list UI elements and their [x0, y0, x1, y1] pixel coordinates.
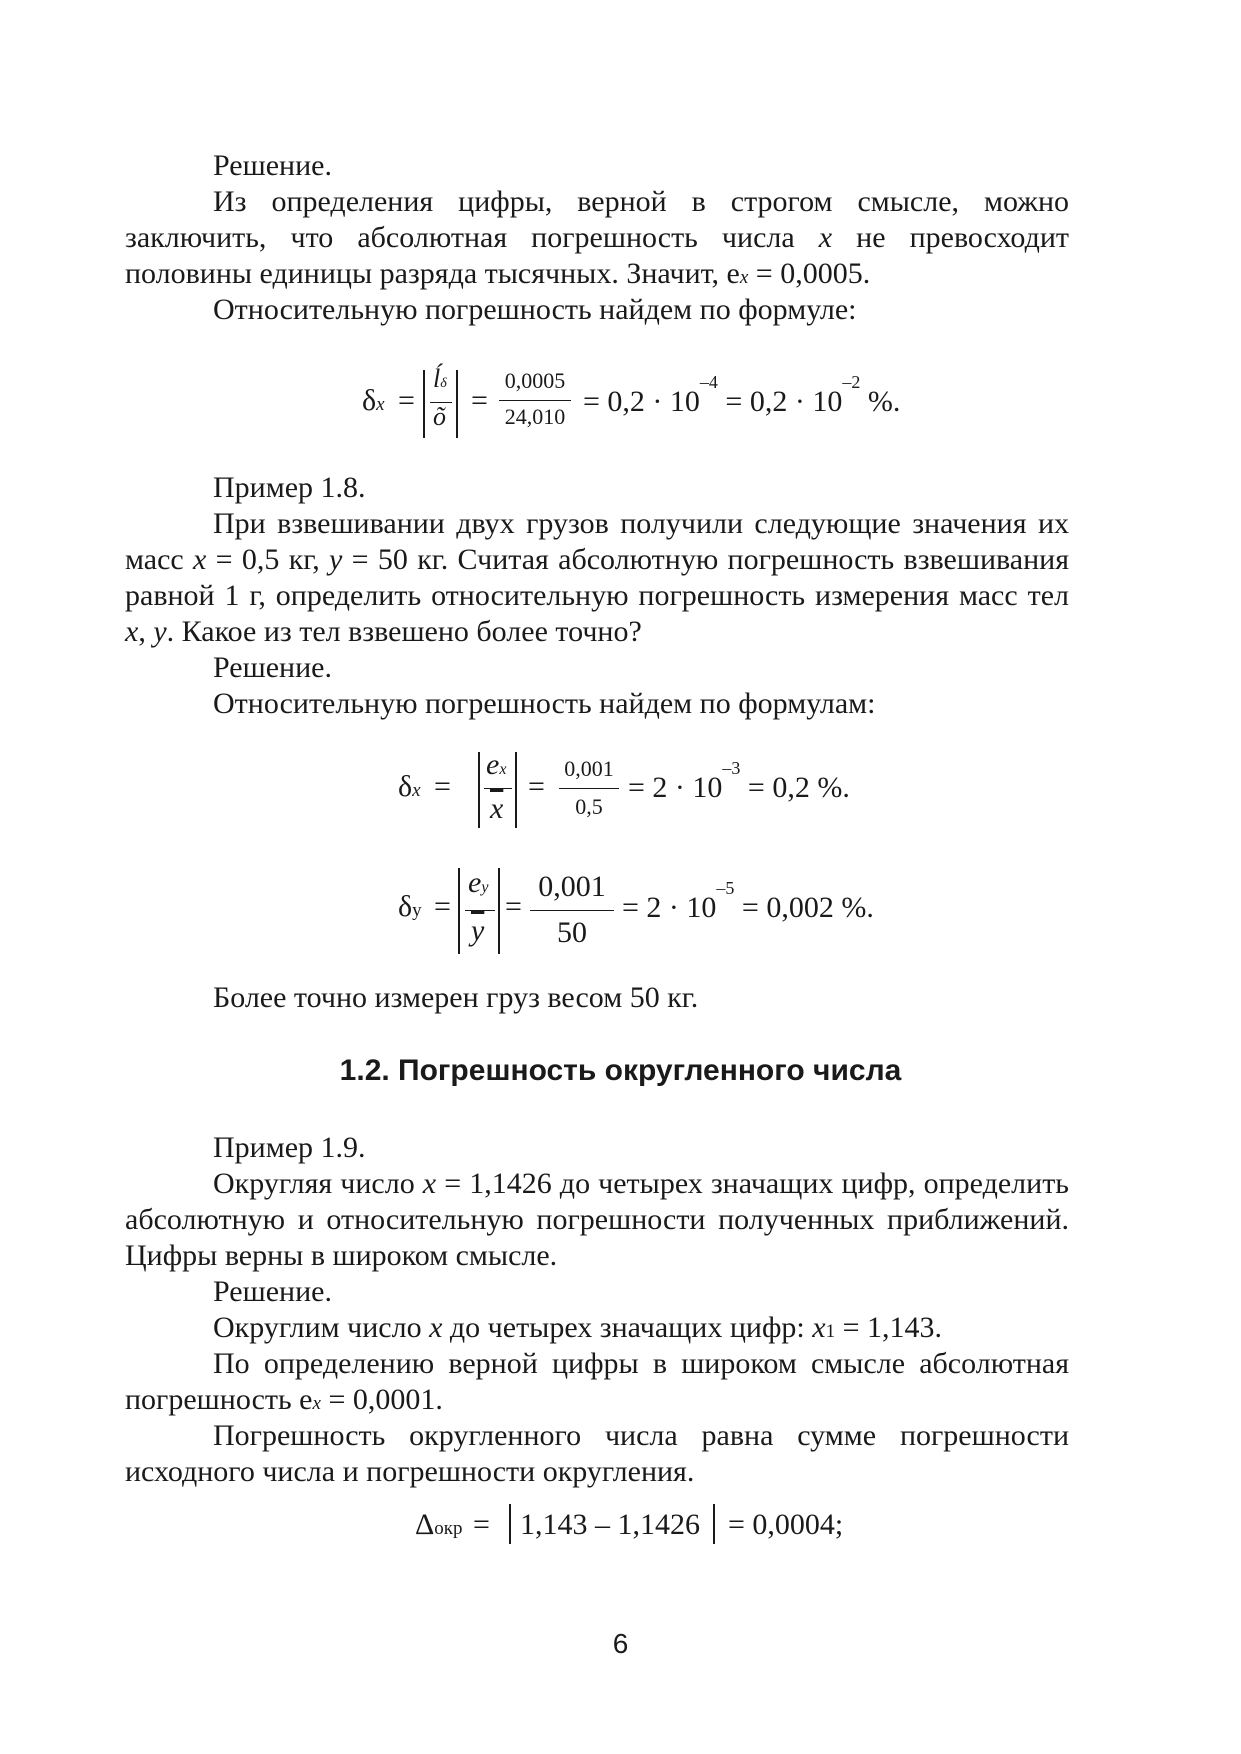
- text: = 1,143.: [835, 1311, 942, 1344]
- equals-sign: =: [471, 384, 488, 417]
- page-number: 6: [612, 1628, 629, 1659]
- formula-result: = $2 \cdot 10^{-3} = 0,2$ %.: [628, 758, 850, 804]
- formula-relative-error-x: [0, 748, 1241, 832]
- delta-symbol: δx: [398, 770, 421, 803]
- equals-sign: =: [528, 770, 545, 803]
- paragraph-conclusion: [125, 980, 1069, 1016]
- abs-bar-left: [423, 370, 425, 438]
- paragraph-solution-3: [125, 1274, 1069, 1310]
- subscript-y: y: [412, 900, 422, 921]
- abs-bar-right: [456, 370, 458, 438]
- text: Решение.: [213, 149, 332, 182]
- abs-bar-left: [509, 1504, 511, 1544]
- text: Пример 1.9.: [213, 1131, 366, 1164]
- equals-sign: =: [398, 384, 415, 417]
- text: = 1,1426 до четырех значащих цифр, определить абсолютную и относительную погрешности полученных приближений. Цифры верны в широком смысле.: [125, 1167, 1069, 1272]
- text: ,: [138, 615, 154, 648]
- paragraph-rounding-problem: [125, 1166, 1069, 1274]
- text: По определению верной цифры в широком смысле абсолютная погрешность e: [125, 1347, 1069, 1416]
- var-y: y: [329, 543, 343, 576]
- formula-result: = 0,0004;: [728, 1508, 844, 1541]
- formula-relative-error-y: [0, 868, 1241, 958]
- subscript-x: x: [376, 394, 385, 415]
- fraction-line: [484, 788, 512, 789]
- paragraph-abs-error-definition: [125, 184, 1069, 296]
- fraction-numerator: ey: [468, 866, 489, 899]
- text: = 0,0005.: [748, 257, 871, 290]
- var-x: x: [125, 615, 139, 648]
- fraction-numerator: 0,001: [538, 870, 606, 903]
- text: не превосходит половины единицы разряда тысячных. Значит, e: [125, 221, 1069, 290]
- text: = 50 кг. Считая абсолютную погрешность взвешивания равной 1 г, определить относительную погрешность измерения масс тел: [125, 543, 1069, 612]
- fraction-denominator: 50: [557, 916, 587, 949]
- paragraph-example-1-8: [125, 470, 1069, 506]
- subscript-x: x: [312, 1393, 321, 1414]
- fraction-denominator: 0,5: [575, 794, 603, 819]
- fraction-line: [465, 910, 495, 911]
- delta-symbol: δy: [398, 890, 422, 923]
- equals-sign: =: [473, 1508, 490, 1541]
- var-y: y: [153, 615, 167, 648]
- text: Решение.: [213, 651, 332, 684]
- equals-sign: =: [434, 770, 451, 803]
- subscript-x: x: [412, 780, 421, 801]
- formula-rounding-error: [0, 1502, 1241, 1552]
- abs-bar-right: [515, 752, 517, 828]
- paragraph-rounded-error-sum: [125, 1418, 1069, 1490]
- fraction-numerator: ex: [486, 748, 507, 781]
- text: = 0,5 кг,: [206, 543, 330, 576]
- paragraph-formula-intro-1: [125, 292, 1069, 328]
- var-x: x: [193, 543, 207, 576]
- var-x: x: [818, 221, 833, 254]
- subscript-1: 1: [825, 1321, 836, 1342]
- equals-sign: =: [505, 890, 522, 923]
- fraction-denominator: 24,010: [504, 404, 566, 429]
- text: Более точно измерен груз весом 50 кг.: [213, 981, 699, 1014]
- text: При взвешивании двух грузов получили следующие значения их масс: [125, 507, 1069, 576]
- paragraph-formula-intro-2: [125, 686, 1069, 722]
- fraction-denominator: $\overline{x}$: [490, 792, 504, 825]
- var-x: x: [812, 1311, 826, 1344]
- text: Относительную погрешность найдем по формуле:: [213, 293, 857, 326]
- text: Пример 1.8.: [213, 471, 366, 504]
- section-heading: 1.2. Погрешность округленного числа: [339, 1054, 902, 1087]
- fraction-line: [530, 910, 614, 911]
- paragraph-broad-sense-error: [125, 1346, 1069, 1422]
- var-x: x: [422, 1167, 437, 1200]
- paragraph-example-1-9: [125, 1130, 1069, 1166]
- text: Погрешность округленного числа равна сумме погрешности исходного числа и погрешности округления.: [125, 1419, 1069, 1488]
- abs-content: 1,143 – 1,1426: [520, 1508, 700, 1541]
- abs-bar-left: [478, 752, 480, 828]
- fraction-line: [559, 788, 619, 789]
- fraction-line: [499, 400, 571, 401]
- text: Округляя число: [213, 1167, 423, 1200]
- fraction-numerator: 0,0005: [504, 368, 566, 393]
- equals-sign: =: [434, 890, 451, 923]
- paragraph-solution-2: [125, 650, 1069, 686]
- formula-result: = $2 \cdot 10^{-5} = 0,002$ %.: [622, 878, 874, 924]
- text: . Какое из тел взвешено более точно?: [166, 615, 642, 648]
- fraction-numerator: ĺδ: [433, 364, 447, 393]
- delta-symbol: δx: [362, 384, 385, 417]
- text: Из определения цифры, верной в строгом смысле, можно заключить, что абсолютная погрешность числа: [125, 185, 1069, 254]
- paragraph-rounding-step: [125, 1310, 1069, 1350]
- var-x: x: [429, 1311, 443, 1344]
- paragraph-solution-1: [125, 148, 1069, 184]
- abs-bar-left: [458, 868, 460, 954]
- fraction-denominator: õ: [433, 402, 446, 431]
- formula-relative-error-1: [0, 364, 1241, 450]
- subscript-x: x: [739, 267, 749, 288]
- formula-result: = $0,2 \cdot 10^{-4} = 0,2 \cdot 10^{-2}$ %.: [583, 372, 901, 418]
- fraction-denominator: $\overline{y}$: [471, 914, 485, 947]
- fraction-numerator: 0,001: [564, 756, 614, 781]
- subscript-okr: окр: [434, 1518, 463, 1539]
- delta-symbol: Δокр: [415, 1508, 463, 1541]
- paragraph-weighing-problem: [125, 506, 1069, 650]
- abs-bar-right: [713, 1504, 715, 1544]
- text: до четырех значащих цифр:: [442, 1311, 813, 1344]
- text: Решение.: [213, 1275, 332, 1308]
- text: Округлим число: [213, 1311, 430, 1344]
- abs-bar-right: [498, 868, 500, 954]
- text: = 0,0001.: [320, 1383, 443, 1416]
- text: Относительную погрешность найдем по формулам:: [213, 687, 876, 720]
